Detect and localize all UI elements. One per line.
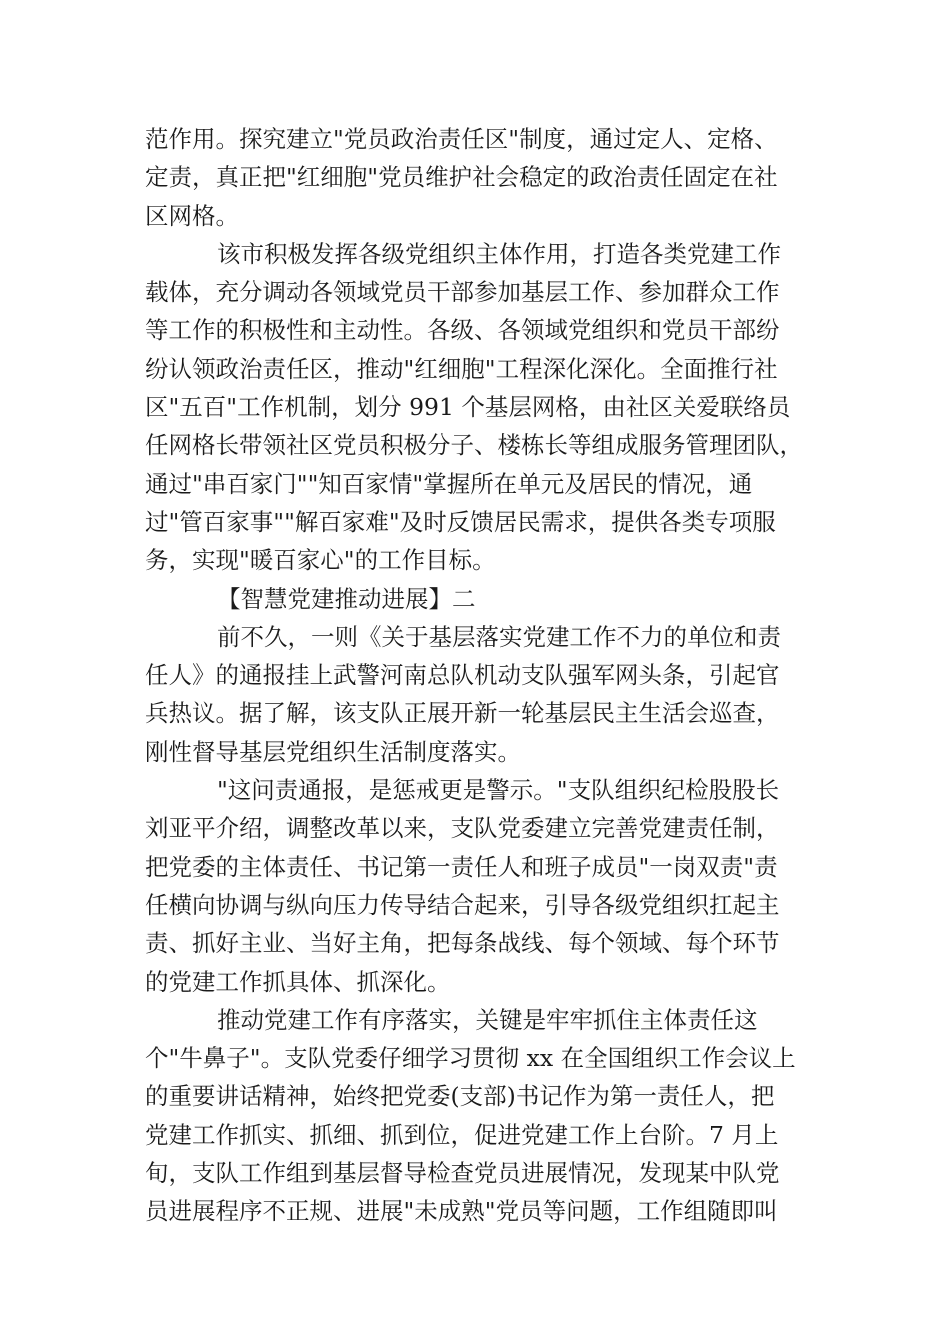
text-line: 务，实现"暖百家心"的工作目标。 [145,546,496,575]
text-line: 等工作的积极性和主动性。各级、各领域党组织和党员干部纷 [145,316,780,345]
text-line: 区"五百"工作机制，划分 991 个基层网格，由社区关爱联络员 [145,393,791,422]
text-line: 的党建工作抓具体、抓深化。 [145,967,451,996]
text-line: 任横向协调与纵向压力传导结合起来，引导各级党组织扛起主 [145,890,780,919]
text-line: 纷认领政治责任区，推动"红细胞"工程深化深化。全面推行社 [145,354,778,383]
text-line: "这问责通报，是惩戒更是警示。"支队组织纪检股股长 [217,776,780,805]
text-line: 员进展程序不正规、进展"未成熟"党员等问题，工作组随即叫 [145,1197,778,1226]
text-line: 兵热议。据了解，该支队正展开新一轮基层民主生活会巡查， [145,699,780,728]
text-line: 【智慧党建推动进展】二 [217,584,476,613]
text-line: 刚性督导基层党组织生活制度落实。 [145,737,521,766]
text-line: 载体，充分调动各领域党员干部参加基层工作、参加群众工作 [145,278,780,307]
text-line: 把党委的主体责任、书记第一责任人和班子成员"一岗双责"责 [145,852,778,881]
text-line: 个"牛鼻子"。支队党委仔细学习贯彻 xx 在全国组织工作会议上 [145,1044,796,1073]
text-line: 的重要讲话精神，始终把党委(支部)书记作为第一责任人，把 [145,1082,775,1111]
text-line: 刘亚平介绍，调整改革以来，支队党委建立完善党建责任制， [145,814,780,843]
text-line: 党建工作抓实、抓细、抓到位，促进党建工作上台阶。7 月上 [145,1120,779,1149]
document-body [145,120,805,1231]
text-line: 该市积极发挥各级党组织主体作用，打造各类党建工作 [217,239,781,268]
text-line: 通过"串百家门""知百家情"掌握所在单元及居民的情况，通 [145,469,753,498]
text-line: 旬，支队工作组到基层督导检查党员进展情况，发现某中队党 [145,1159,780,1188]
text-line: 前不久，一则《关于基层落实党建工作不力的单位和责 [217,622,781,651]
text-line: 任人》的通报挂上武警河南总队机动支队强军网头条，引起官 [145,661,780,690]
text-line: 推动党建工作有序落实，关键是牢牢抓住主体责任这 [217,1005,758,1034]
text-line: 任网格长带领社区党员积极分子、楼栋长等组成服务管理团队， [145,431,803,460]
text-line: 区网格。 [145,201,239,230]
text-line: 过"管百家事""解百家难"及时反馈居民需求，提供各类专项服 [145,507,776,536]
text-line: 责、抓好主业、当好主角，把每条战线、每个领域、每个环节 [145,929,780,958]
text-line: 范作用。探究建立"党员政治责任区"制度，通过定人、定格、 [145,125,778,153]
text-line: 定责，真正把"红细胞"党员维护社会稳定的政治责任固定在社 [145,163,778,192]
